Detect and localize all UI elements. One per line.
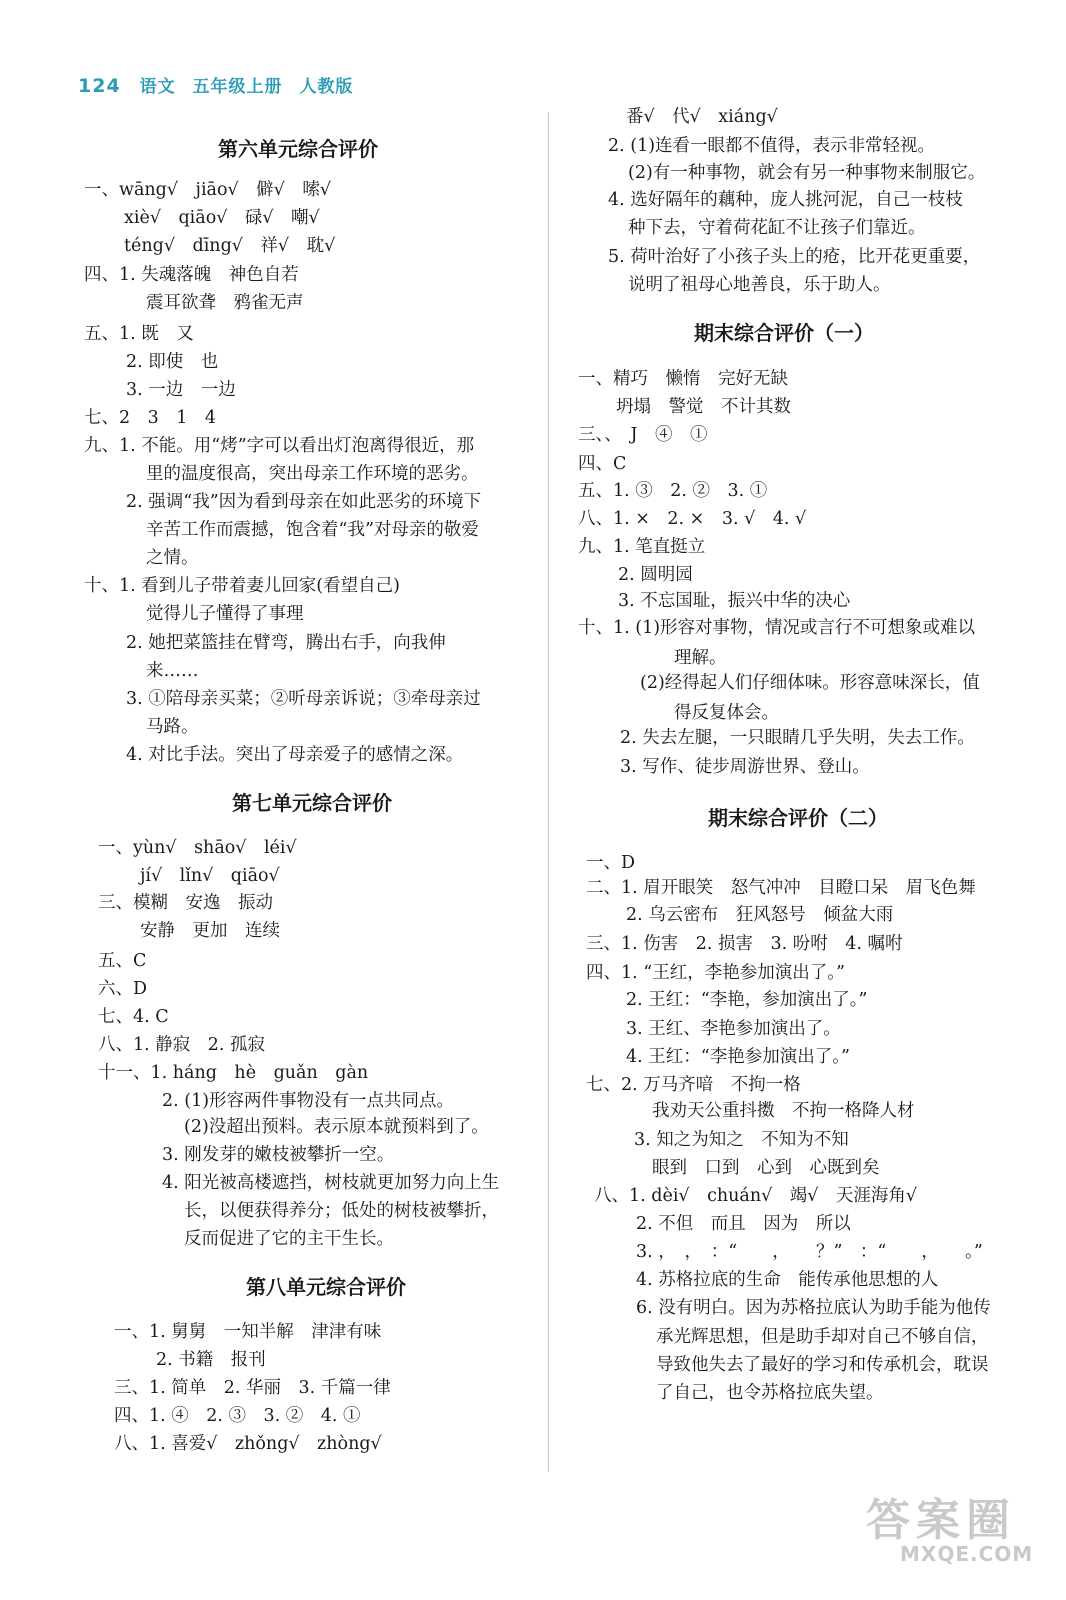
answer-line: 四、1. ④ 2. ③ 3. ② 4. ①: [114, 1406, 361, 1426]
final1-title: 期末综合评价（一）: [694, 321, 874, 345]
answer-line: 番√ 代√ xiáng√: [626, 107, 778, 127]
answer-line: 五、1. ③ 2. ② 3. ①: [578, 481, 768, 501]
answer-line: 九、1. 笔直挺立: [578, 537, 706, 557]
answer-line: 一、wāng√ jiāo√ 僻√ 嗦√: [84, 180, 331, 200]
answer-line: 之情。: [146, 548, 199, 568]
answer-line: 七、2. 万马齐喑 不拘一格: [586, 1075, 801, 1095]
answer-line: 八、1. 静寂 2. 孤寂: [98, 1035, 266, 1055]
unit7-title: 第七单元综合评价: [232, 791, 392, 815]
answer-line: 里的温度很高，突出母亲工作环境的恶劣。: [146, 464, 479, 484]
answer-line: 八、1. 喜爱√ zhǒng√ zhòng√: [114, 1434, 382, 1454]
answer-line: 3. 一边 一边: [126, 380, 236, 400]
answer-line: 2. 圆明园: [618, 565, 693, 585]
answer-line: 3. ， ， ：“ ， ？” ：“ ， 。”: [636, 1242, 983, 1262]
answer-line: 三、1. 简单 2. 华丽 3. 千篇一律: [114, 1378, 391, 1398]
unit6-title: 第六单元综合评价: [218, 137, 378, 161]
answer-line: 五、C: [98, 951, 147, 971]
answer-line: 4. 苏格拉底的生命 能传承他思想的人: [636, 1270, 939, 1290]
answer-line: 马路。: [146, 717, 199, 737]
answer-line: 辛苦工作而震撼，饱含着“我”对母亲的敬爱: [146, 520, 479, 540]
answer-line: 四、1. “王红，李艳参加演出了。”: [586, 963, 845, 983]
answer-line: 一、yùn√ shāo√ léi√: [98, 838, 297, 858]
answer-line: 眼到 口到 心到 心既到矣: [652, 1158, 880, 1178]
answer-line: 6. 没有明白。因为苏格拉底认为助手能为他传: [636, 1298, 991, 1318]
answer-line: 承光辉思想，但是助手却对自己不够自信，: [656, 1327, 989, 1347]
answer-line: 2. (1)连看一眼都不值得，表示非常轻视。: [608, 136, 936, 156]
answer-line: 3. ①陪母亲买菜；②听母亲诉说；③牵母亲过: [126, 689, 481, 709]
answer-line: 二、1. 眉开眼笑 怒气冲冲 目瞪口呆 眉飞色舞: [586, 878, 976, 898]
answer-line: 2. (1)形容两件事物没有一点共同点。: [162, 1091, 455, 1111]
answer-line: (2)经得起人们仔细体味。形容意味深长，值: [640, 673, 980, 693]
answer-line: (2)有一种事物，就会有另一种事物来制服它。: [628, 163, 986, 183]
answer-line: 五、1. 既 又: [84, 324, 194, 344]
answer-line: 震耳欲聋 鸦雀无声: [146, 293, 304, 313]
answer-line: 3. 不忘国耻，振兴中华的决心: [618, 591, 851, 611]
answer-line: 4. 对比手法。突出了母亲爱子的感情之深。: [126, 745, 464, 765]
answer-line: xiè√ qiāo√ 碌√ 嘲√: [124, 208, 320, 228]
final2-title: 期末综合评价（二）: [708, 806, 888, 830]
answer-line: 反而促进了它的主干生长。: [184, 1229, 394, 1249]
answer-line: 八、1. × 2. × 3. √ 4. √: [578, 509, 807, 529]
answer-line: 九、1. 不能。用“烤”字可以看出灯泡离得很近，那: [84, 436, 475, 456]
answer-line: 2. 她把菜篮挂在臂弯，腾出右手，向我伸: [126, 633, 446, 653]
answer-line: 2. 不但 而且 因为 所以: [636, 1214, 851, 1234]
answer-line: 3. 写作、徒步周游世界、登山。: [620, 757, 870, 777]
answer-line: 坍塌 警觉 不计其数: [616, 397, 791, 417]
answer-line: 4. 选好隔年的藕种，庞人挑河泥，自己一枝枝: [608, 190, 963, 210]
answer-line: jí√ lǐn√ qiāo√: [140, 866, 280, 886]
answer-line: 十一、1. háng hè guǎn gàn: [98, 1063, 369, 1083]
answer-line: 安静 更加 连续: [140, 921, 280, 941]
answer-line: 了自己，也令苏格拉底失望。: [656, 1383, 884, 1403]
edition-label: 人教版: [299, 77, 354, 97]
answer-line: 2. 乌云密布 狂风怒号 倾盆大雨: [626, 905, 894, 925]
answer-line: 长，以便获得养分；低处的树枝被攀折，: [184, 1201, 499, 1221]
watermark-url: MXQE.COM: [900, 1542, 1034, 1566]
answer-line: 导致他失去了最好的学习和传承机会，耽误: [656, 1355, 989, 1375]
answer-line: 种下去，守着荷花缸不让孩子们靠近。: [628, 218, 926, 238]
watermark-text: 答案圈: [866, 1495, 1016, 1546]
answer-line: 我劝天公重抖擞 不拘一格降人材: [652, 1101, 915, 1121]
answer-line: 三、、 J ④ ①: [578, 425, 708, 445]
answer-line: téng√ dīng√ 祥√ 耽√: [124, 236, 336, 256]
answer-line: 来……: [146, 661, 199, 681]
answer-line: 得反复体会。: [674, 703, 779, 723]
answer-line: 3. 知之为知之 不知为不知: [634, 1130, 849, 1150]
answer-line: 觉得儿子懂得了事理: [146, 604, 304, 624]
answer-line: 3. 刚发芽的嫩枝被攀折一空。: [162, 1145, 395, 1165]
answer-line: 八、1. dèi√ chuán√ 竭√ 天涯海角√: [594, 1186, 918, 1206]
answer-line: 理解。: [674, 648, 727, 668]
answer-line: 十、1. (1)形容对事物，情况或言行不可想象或难以: [578, 618, 976, 638]
answer-line: 四、C: [578, 454, 627, 474]
answer-line: 三、模糊 安逸 振动: [98, 893, 273, 913]
answer-line: 六、D: [98, 979, 148, 999]
answer-line: 2. 强调“我”因为看到母亲在如此恶劣的环境下: [126, 492, 482, 512]
page-header: [78, 72, 363, 97]
page-number: 124: [78, 75, 121, 97]
answer-line: 说明了祖母心地善良，乐于助人。: [628, 275, 891, 295]
answer-line: 一、D: [586, 853, 636, 873]
unit8-title: 第八单元综合评价: [246, 1275, 406, 1299]
watermark-logo: [858, 1484, 1038, 1574]
answer-line: (2)没超出预料。表示原本就预料到了。: [184, 1117, 489, 1137]
answer-line: 四、1. 失魂落魄 神色自若: [84, 265, 299, 285]
answer-line: 4. 阳光被高楼遮挡，树枝就更加努力向上生: [162, 1173, 500, 1193]
answer-line: 三、1. 伤害 2. 损害 3. 吩咐 4. 嘱咐: [586, 934, 903, 954]
grade-label: 五年级上册: [192, 77, 283, 97]
answer-line: 2. 书籍 报刊: [156, 1350, 266, 1370]
answer-line: 十、1. 看到儿子带着妻儿回家(看望自己): [84, 576, 400, 596]
answer-line: 一、精巧 懒惰 完好无缺: [578, 369, 788, 389]
answer-line: 七、4. C: [98, 1007, 169, 1027]
answer-line: 2. 失去左腿，一只眼睛几乎失明，失去工作。: [620, 728, 975, 748]
answer-line: 4. 王红：“李艳参加演出了。”: [626, 1047, 850, 1067]
column-divider: [548, 112, 549, 1472]
answer-line: 2. 王红：“李艳，参加演出了。”: [626, 990, 868, 1010]
answer-line: 2. 即使 也: [126, 352, 219, 372]
answer-line: 一、1. 舅舅 一知半解 津津有味: [114, 1322, 382, 1342]
answer-line: 七、2 3 1 4: [84, 408, 217, 428]
answer-line: 3. 王红、李艳参加演出了。: [626, 1019, 841, 1039]
subject-label: 语文: [139, 77, 176, 97]
answer-line: 5. 荷叶治好了小孩子头上的疮，比开花更重要，: [608, 247, 981, 267]
